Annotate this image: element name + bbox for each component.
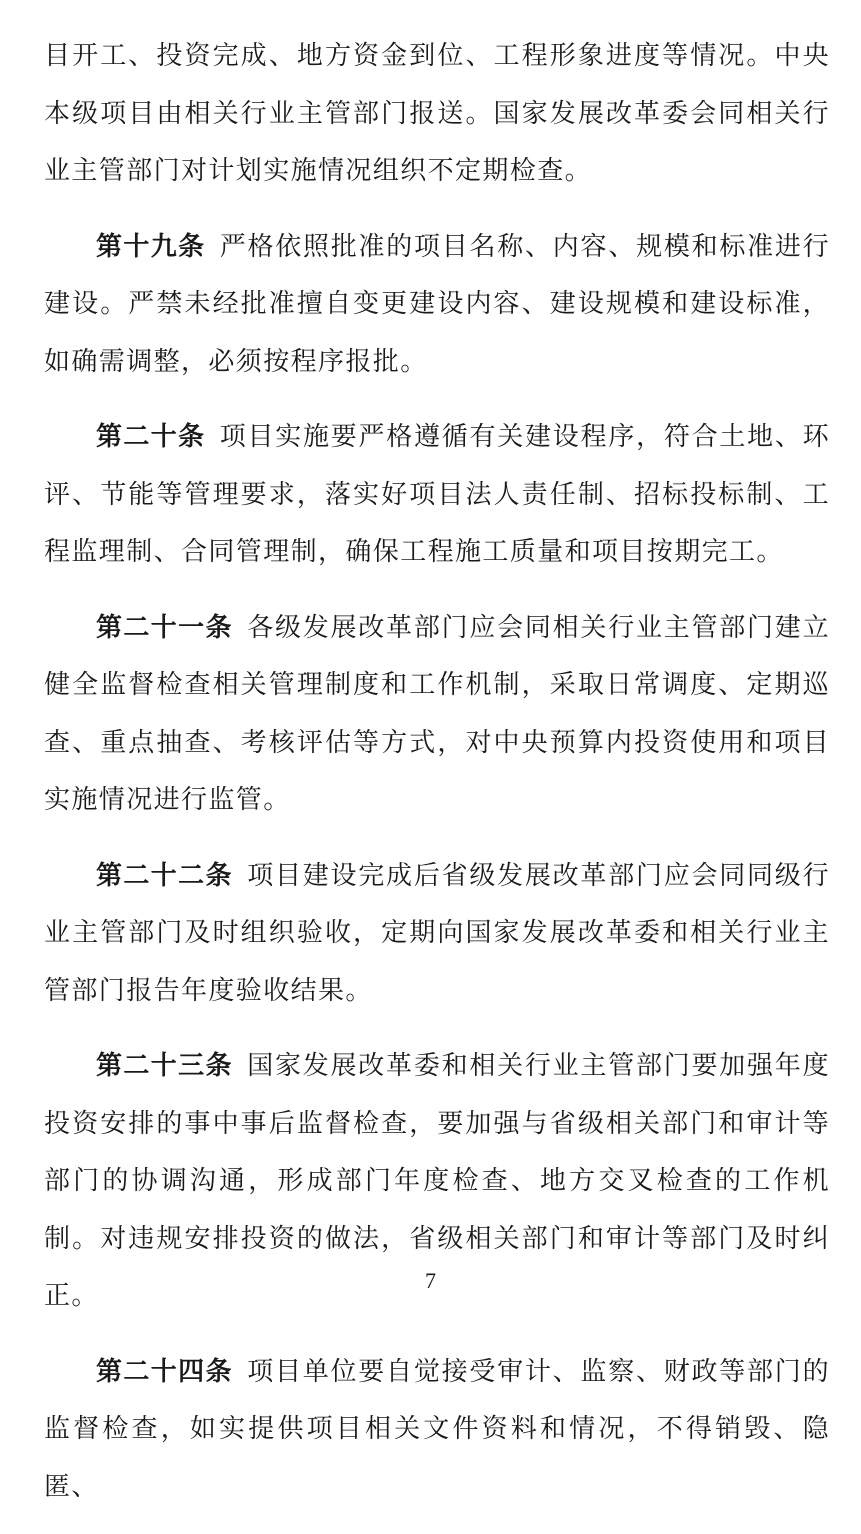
article-text: 严格依照批准的项目名称、内容、规模和标准进行建设。严禁未经批准擅自变更建设内容、建设规模和建设标准，如确需调整，必须按程序报批。 — [44, 231, 830, 377]
article-number: 第二十二条 — [96, 860, 233, 891]
continuation-paragraph: 目开工、投资完成、地方资金到位、工程形象进度等情况。中央本级项目由相关行业主管部门报送。国家发展改革委会同相关行业主管部门对计划实施情况组织不定期检查。 — [44, 41, 830, 186]
article-21 — [44, 600, 830, 830]
article-19 — [44, 219, 830, 392]
article-number: 第二十条 — [96, 422, 206, 452]
article-number: 第二十三条 — [96, 1051, 233, 1081]
article-24 — [44, 1344, 830, 1517]
document-page — [44, 28, 830, 1534]
article-20 — [44, 409, 830, 582]
article-number: 第二十一条 — [96, 612, 233, 643]
article-text: 国家发展改革委和相关行业主管部门要加强年度投资安排的事中事后监督检查，要加强与省级相关部门和审计等部门的协调沟通，形成部门年度检查、地方交叉检查的工作机制。对违规安排投资的做法，省级相关部门和审计等部门及时纠正。 — [44, 1051, 830, 1311]
article-text: 各级发展改革部门应会同相关行业主管部门建立健全监督检查相关管理制度和工作机制，采取日常调度、定期巡查、重点抽查、考核评估等方式，对中央预算内投资使用和项目实施情况进行监管。 — [44, 612, 830, 815]
page-number: 7 — [425, 1268, 436, 1293]
article-22 — [44, 848, 830, 1021]
article-text: 项目单位要自觉接受审计、监察、财政等部门的监督检查，如实提供项目相关文件资料和情况，不得销毁、隐匿、 — [44, 1356, 830, 1502]
article-text: 项目实施要严格遵循有关建设程序，符合土地、环评、节能等管理要求，落实好项目法人责任制、招标投标制、工程监理制、合同管理制，确保工程施工质量和项目按期完工。 — [44, 422, 830, 567]
article-number: 第十九条 — [96, 231, 206, 262]
article-text: 项目建设完成后省级发展改革部门应会同同级行业主管部门及时组织验收，定期向国家发展改革委和相关行业主管部门报告年度验收结果。 — [44, 860, 830, 1006]
article-number: 第二十四条 — [96, 1356, 233, 1387]
